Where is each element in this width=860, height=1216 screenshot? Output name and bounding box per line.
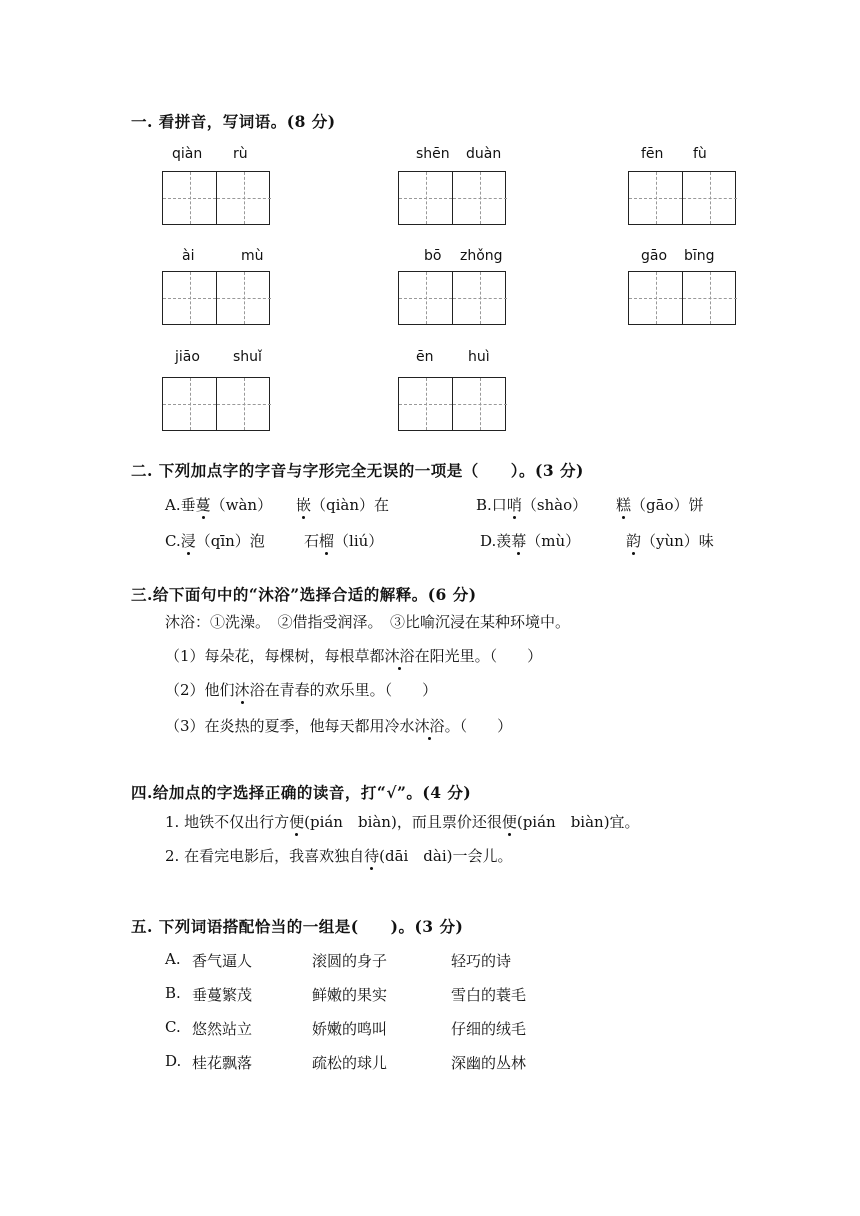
option-a-2 — [296, 494, 389, 515]
section-2-title: 二. 下列加点字的字音与字形完全无误的一项是（ ）。(3 分) — [131, 461, 584, 480]
pinyin: rù — [233, 146, 248, 162]
text: （2）他们 — [165, 681, 235, 699]
pinyin: ēn — [416, 349, 434, 365]
text: 2. 在看完电影后，我喜欢独自 — [165, 847, 365, 865]
option-d — [480, 530, 580, 551]
phrase: 香气逼人 — [192, 952, 253, 970]
pinyin: fù — [693, 146, 707, 162]
reading: （wàn） — [210, 496, 273, 514]
phrase: 悠然站立 — [192, 1020, 253, 1038]
writing-box[interactable] — [162, 171, 270, 225]
pinyin: shēn — [416, 146, 450, 162]
writing-box[interactable] — [162, 271, 270, 325]
dotted-char: 蔓 — [195, 496, 211, 514]
section-5-title: 五. 下列词语搭配恰当的一组是( )。(3 分) — [131, 917, 464, 936]
pinyin: jiāo — [175, 349, 200, 365]
pinyin: fēn — [641, 146, 664, 162]
question-1 — [165, 645, 542, 666]
text: 1. 地铁不仅出行方 — [165, 813, 290, 831]
writing-box[interactable] — [628, 171, 736, 225]
dotted-char: 便 — [501, 813, 517, 831]
pinyin: huì — [468, 349, 490, 365]
option-label: A. — [165, 496, 181, 514]
dotted-char: 榴 — [319, 532, 335, 550]
line-2 — [165, 845, 513, 866]
option-label: B. — [476, 496, 492, 514]
dotted-word: 沐 — [234, 681, 250, 699]
phrase: 深幽的丛林 — [451, 1054, 527, 1072]
option-d-2 — [626, 530, 714, 551]
pinyin: duàn — [466, 146, 502, 162]
text: (dāi dài)一会儿。 — [379, 847, 513, 865]
text: 浴在青春的欢乐里。（ ） — [249, 681, 438, 699]
reading: （mù） — [526, 532, 581, 550]
writing-box[interactable] — [398, 377, 506, 431]
reading: （liú） — [334, 532, 384, 550]
dotted-char: 便 — [289, 813, 305, 831]
reading: （shào） — [521, 496, 588, 514]
reading: （yùn）味 — [641, 532, 714, 550]
pinyin: ài — [182, 248, 195, 264]
line-1 — [165, 811, 640, 832]
reading: （gāo）饼 — [631, 496, 704, 514]
question-2 — [165, 679, 437, 700]
pinyin: bō — [424, 248, 442, 264]
text: （1）每朵花，每棵树，每根草都 — [165, 647, 385, 665]
word-text: 石 — [304, 532, 320, 550]
option-label: D. — [480, 532, 497, 550]
phrase: 仔细的绒毛 — [451, 1020, 527, 1038]
pinyin: zhǒng — [460, 248, 503, 264]
phrase: 滚圆的身子 — [312, 952, 388, 970]
dotted-char: 哨 — [506, 496, 522, 514]
pinyin: qiàn — [172, 146, 203, 162]
pinyin: gāo — [641, 248, 668, 264]
pinyin: shuǐ — [233, 349, 262, 365]
dotted-word: 沐浴 — [414, 717, 445, 735]
definition: 沐浴：①洗澡。 ②借指受润泽。 ③比喻沉浸在某种环境中。 — [165, 613, 571, 631]
text: (pián biàn)，而且票价还很 — [304, 813, 502, 831]
question-3 — [165, 715, 512, 736]
section-4-title: 四.给加点的字选择正确的读音，打“√”。(4 分) — [131, 783, 472, 802]
pinyin: mù — [241, 248, 264, 264]
dotted-char: 浸 — [180, 532, 196, 550]
writing-box[interactable] — [398, 171, 506, 225]
phrase: 垂蔓繁茂 — [192, 986, 253, 1004]
option-b-2 — [616, 494, 704, 515]
word-text: 口 — [491, 496, 507, 514]
option-label: C. — [165, 532, 181, 550]
writing-box[interactable] — [628, 271, 736, 325]
dotted-char: 待 — [364, 847, 380, 865]
option-c-2 — [304, 530, 383, 551]
option-c — [165, 530, 265, 551]
dotted-char: 糕 — [616, 496, 632, 514]
row-label: A. — [165, 950, 181, 968]
text: （3）在炎热的夏季，他每天都用冷水 — [165, 717, 415, 735]
reading: （qiàn）在 — [311, 496, 390, 514]
dotted-char: 韵 — [626, 532, 642, 550]
phrase: 轻巧的诗 — [451, 952, 512, 970]
word-text: 羡 — [496, 532, 512, 550]
writing-box[interactable] — [162, 377, 270, 431]
writing-box[interactable] — [398, 271, 506, 325]
word-text: 垂 — [180, 496, 196, 514]
dotted-char: 嵌 — [296, 496, 312, 514]
text: 。（ ） — [444, 717, 513, 735]
section-1-title: 一. 看拼音，写词语。(8 分) — [131, 112, 336, 131]
section-3-title: 三.给下面句中的“沐浴”选择合适的解释。(6 分) — [131, 585, 477, 604]
dotted-char: 幕 — [511, 532, 527, 550]
option-b — [476, 494, 587, 515]
option-a — [165, 494, 272, 515]
phrase: 疏松的球儿 — [312, 1054, 388, 1072]
text: (pián biàn)宜。 — [516, 813, 640, 831]
phrase: 娇嫩的鸣叫 — [312, 1020, 388, 1038]
row-label: D. — [165, 1052, 182, 1070]
phrase: 桂花飘落 — [192, 1054, 253, 1072]
reading: （qīn）泡 — [195, 532, 265, 550]
row-label: C. — [165, 1018, 181, 1036]
phrase: 雪白的蓑毛 — [451, 986, 527, 1004]
pinyin: bīng — [684, 248, 715, 264]
dotted-word: 沐浴 — [384, 647, 415, 665]
text: 在阳光里。（ ） — [414, 647, 543, 665]
row-label: B. — [165, 984, 181, 1002]
phrase: 鲜嫩的果实 — [312, 986, 388, 1004]
